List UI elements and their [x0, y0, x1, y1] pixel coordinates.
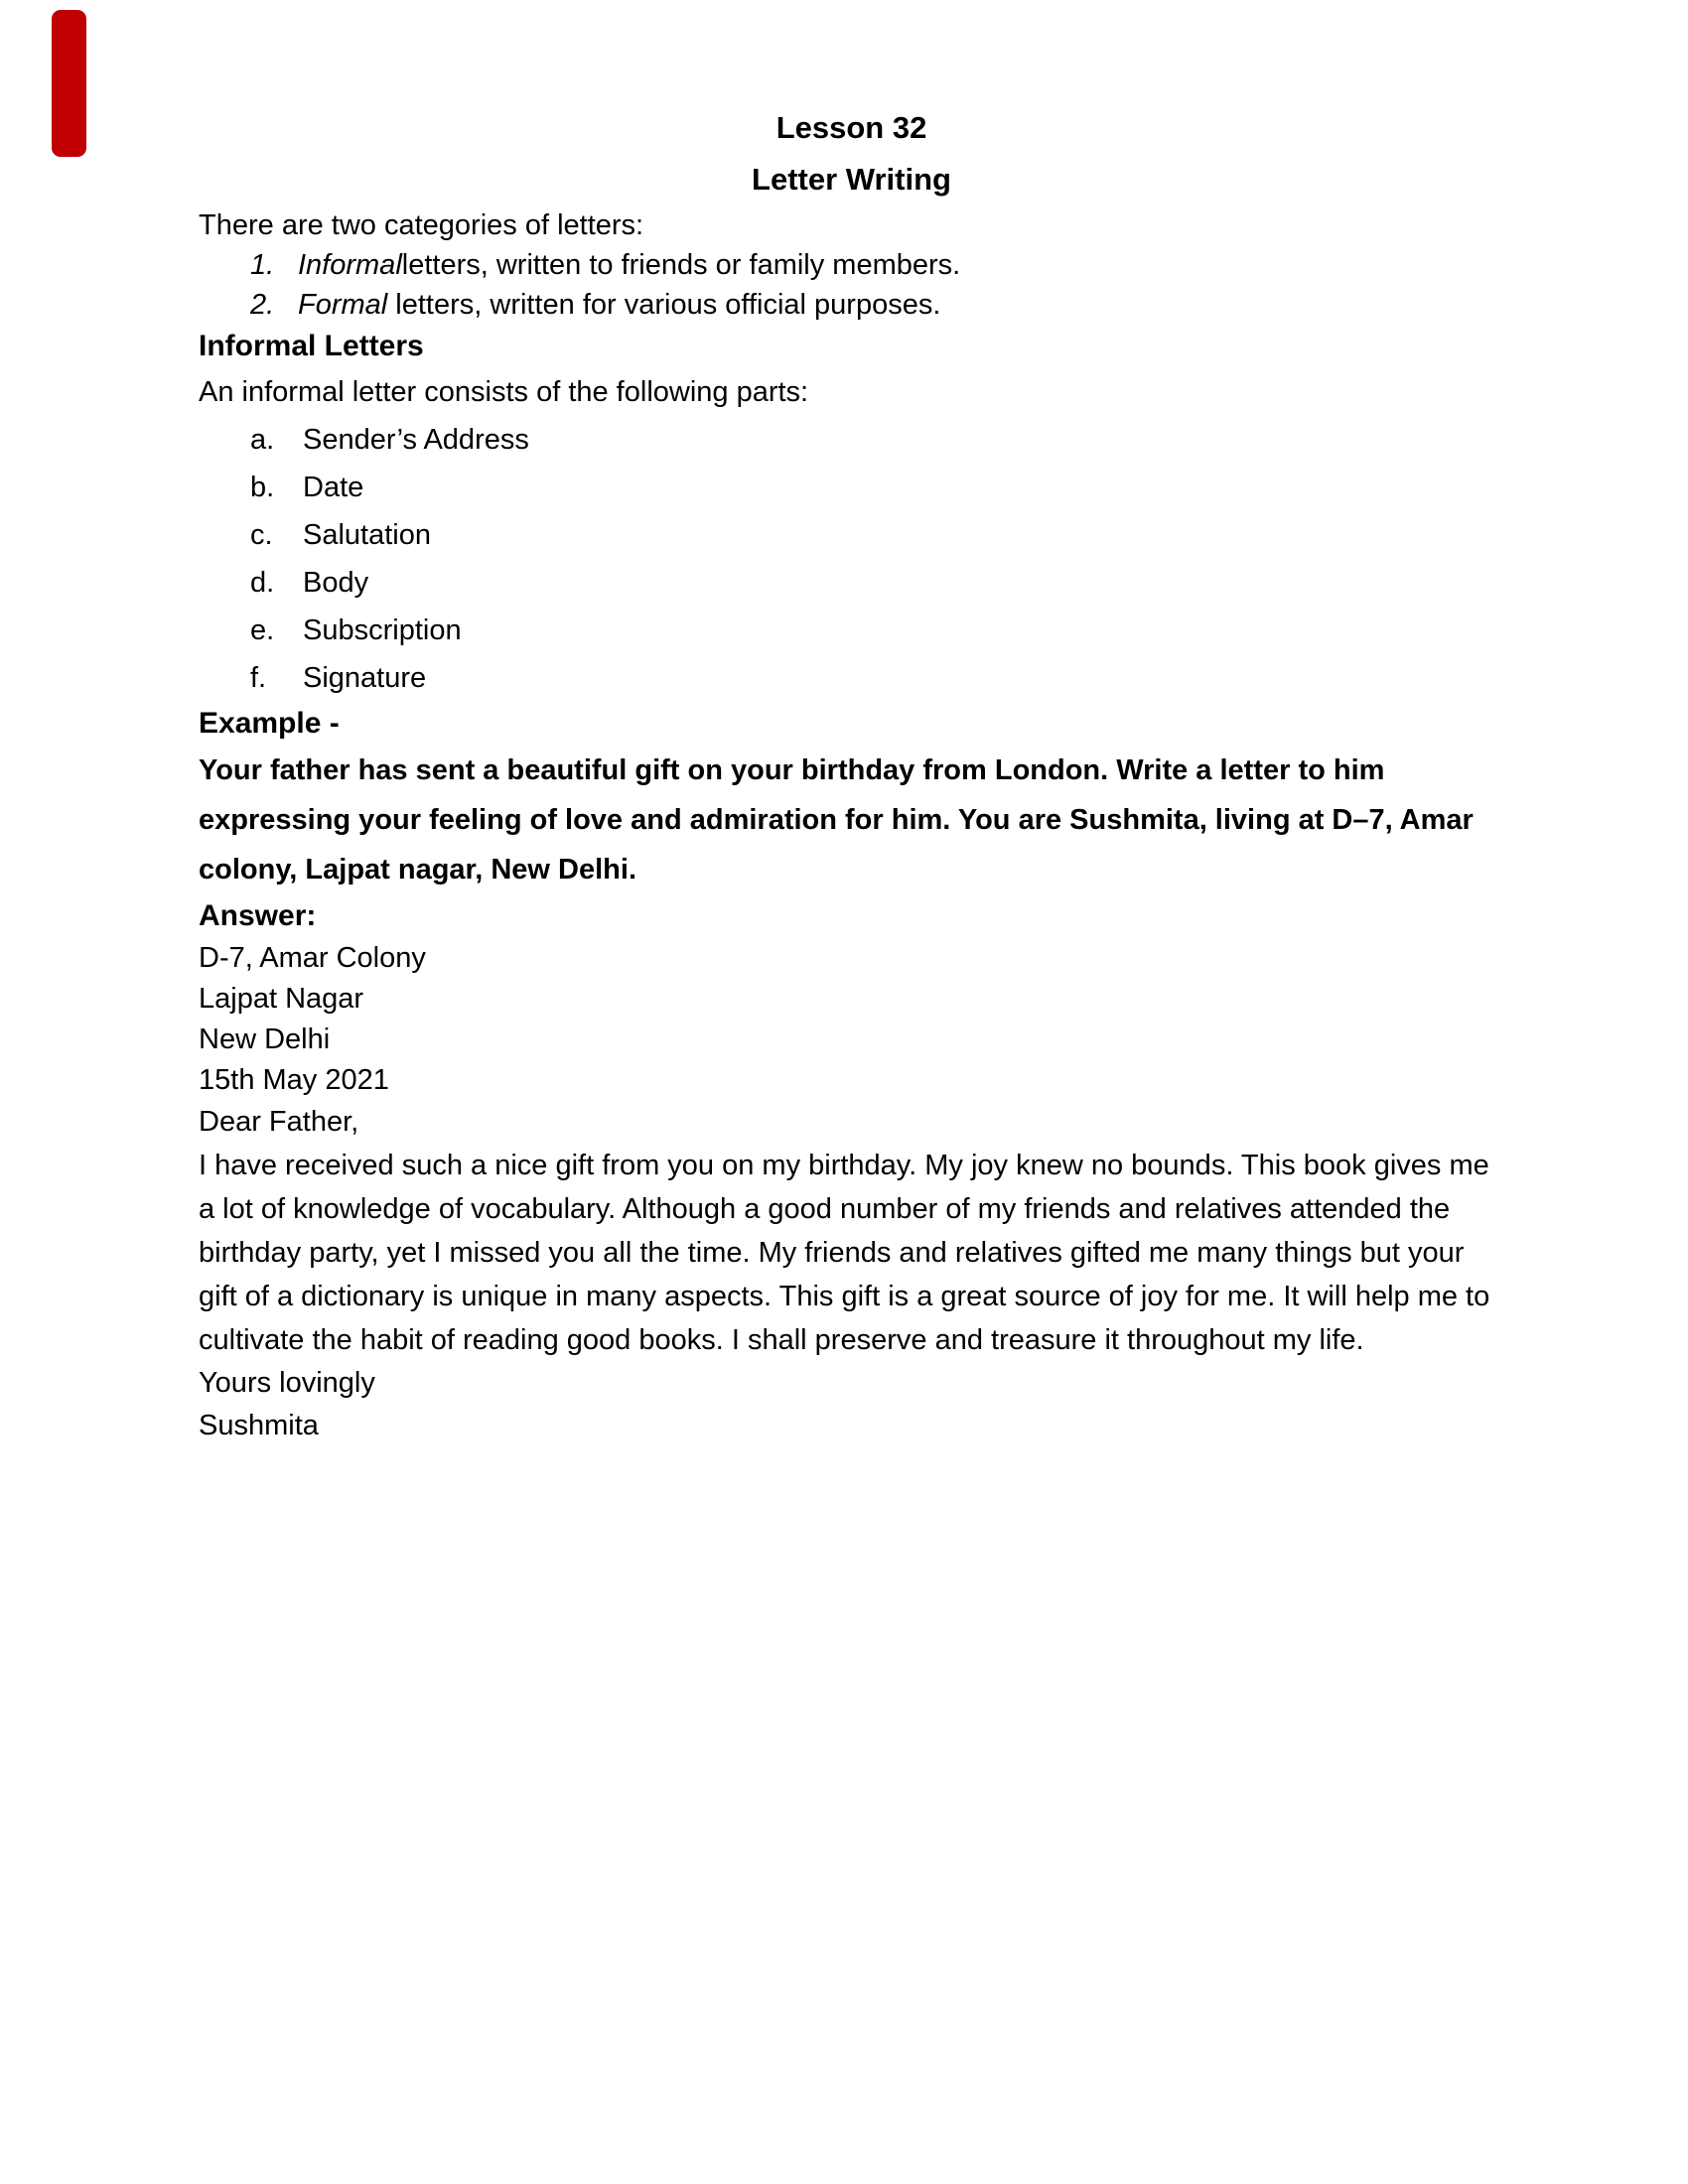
list-item-letter: f. [250, 662, 267, 694]
lesson-topic-heading: Letter Writing [752, 162, 951, 197]
letter-signature: Sushmita [199, 1410, 319, 1441]
list-item-number: 2. [250, 289, 275, 321]
letter-categories-list [199, 245, 1504, 325]
list-item-text: Body [303, 567, 369, 599]
list-item [199, 464, 1504, 511]
example-heading: Example - [199, 707, 340, 740]
list-item-text: Subscription [303, 614, 462, 646]
list-item [199, 416, 1504, 464]
letter-body-text: I have received such a nice gift from you on my birthday. My joy knew no bounds. This book gives me a lot of knowledge of vocabulary. Although a good number of my friends and relatives attended the birthday party, yet I missed you all the time. My friends and relatives gifted me many things but your gift of a dictionary is unique in many aspects. This gift is a great source of joy for me. It will help me to cultivate the habit of reading good books. I shall preserve and treasure it throughout my life. [199, 1150, 1490, 1356]
list-item [199, 511, 1504, 559]
list-item-text: Date [303, 472, 364, 503]
list-item [199, 285, 1504, 325]
lesson-title [199, 102, 1504, 205]
list-item [199, 654, 1504, 702]
list-item [199, 607, 1504, 654]
lesson-number-heading: Lesson 32 [775, 110, 927, 145]
list-item-number: 1. [250, 249, 275, 281]
list-item-letter: e. [250, 614, 275, 646]
letter-salutation: Dear Father, [199, 1106, 359, 1138]
address-line: New Delhi [199, 1024, 331, 1055]
informal-parts-lead: An informal letter consists of the following parts: [199, 376, 809, 408]
red-marker-icon [52, 10, 86, 157]
intro-lead-text: There are two categories of letters: [199, 209, 644, 241]
list-item-text [298, 285, 940, 325]
example-prompt-text: Your father has sent a beautiful gift on your birthday from London. Write a letter to him expressing your feeling of love and admiration for him. You are Sushmita, living at D–7, Amar colony, Lajpat nagar, New Delhi. [199, 754, 1474, 886]
informal-letters-heading: Informal Letters [199, 330, 424, 362]
list-item-text [298, 245, 960, 285]
list-item [199, 245, 1504, 285]
list-item-keyword: Informal [298, 249, 402, 281]
letter-date: 15th May 2021 [199, 1064, 389, 1096]
list-item [199, 559, 1504, 607]
list-item-letter: d. [250, 567, 275, 599]
list-item-text: Signature [303, 662, 427, 694]
letter-subscription: Yours lovingly [199, 1367, 375, 1399]
list-item-rest: letters, written for various official purposes. [387, 289, 941, 321]
answer-heading: Answer: [199, 899, 317, 932]
list-item-text: Salutation [303, 519, 431, 551]
list-item-letter: b. [250, 472, 275, 503]
sender-address-block [199, 938, 1504, 1060]
address-line: Lajpat Nagar [199, 983, 364, 1015]
list-item-letter: a. [250, 424, 275, 456]
address-line: D-7, Amar Colony [199, 942, 426, 974]
list-item-rest: letters, written to friends or family members. [401, 249, 961, 281]
list-item-text: Sender’s Address [303, 424, 529, 456]
list-item-letter: c. [250, 519, 273, 551]
letter-closing-block [199, 1362, 1504, 1447]
letter-parts-list [199, 416, 1504, 702]
list-item-keyword: Formal [298, 289, 388, 321]
letter-body-block [199, 1100, 1504, 1362]
